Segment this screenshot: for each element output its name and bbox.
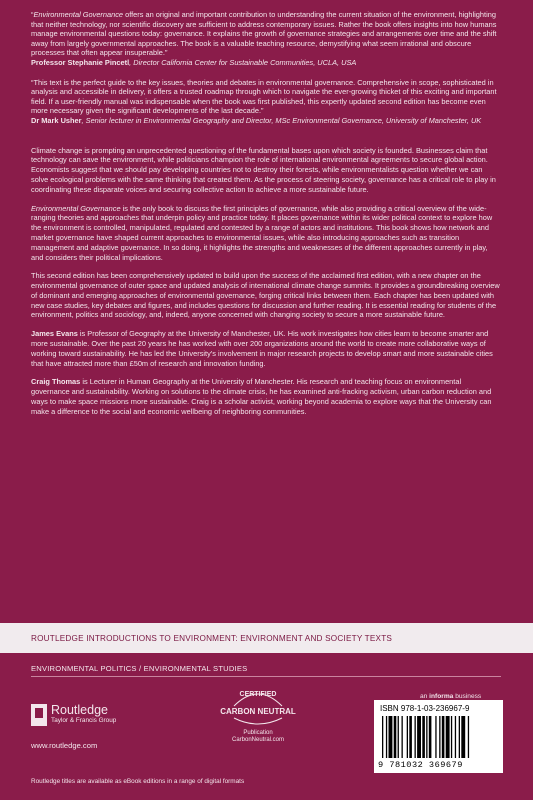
back-cover-text xyxy=(31,10,501,426)
author-bio: James Evans is Professor of Geography at the University of Manchester, UK. His work investigates how cities learn to become smarter and more sustainable. Over the past 20 years he has worked with over 200 organizations around the world to create more collaborative ways of working toward sustainability. He has led the University’s involvement in major research projects to develop smart and more sustainable cities that have attracted more than £50m of research and innovation funding. xyxy=(31,329,493,368)
seal-publication-label: Publication xyxy=(243,730,273,736)
quote-attribution xyxy=(31,58,501,68)
description-paragraph: Environmental Governance is the only book to discuss the first principles of governance, while also providing a critical overview of the wide-ranging theories and approaches that underpin policy and practice today. It places governance within its wider political context to explore how the environment is controlled, manipulated, regulated and contested by a range of actors and institutions. This book shows how network and market governance have shaped current approaches to environmental issues, while also introducing approaches such as transition management and adaptive governance. In so doing, it highlights the strengths and weaknesses of the different approaches currently in play, and considers their political implications. xyxy=(31,203,493,262)
barcode-icon xyxy=(382,716,495,758)
quote-author: Professor Stephanie Pincetl xyxy=(31,57,130,67)
series-title: ROUTLEDGE INTRODUCTIONS TO ENVIRONMENT: ENVIRONMENT AND SOCIETY TEXTS xyxy=(31,633,393,643)
description-paragraph: Climate change is prompting an unprecedented questioning of the fundamental bases upon which society is founded. Businesses claim that technology can save the environment, while politicians champion the role of international environmental agreements to secure global action. Economists suggest that we should pay developing countries not to destroy their forests, while environmentalists question whether we can solve ecological problems with the same thinking that created them. As the process of steering society, governance has a critical role to play in coordinating these disparate voices and securing collective action to achieve a more sustainable future. xyxy=(31,145,496,194)
quote-text: offers an original and important contribution to understanding the current situation of the environment, highlighting that neither technology, nor scientific discovery are sufficient to address contemporary issues. Rather the book offers insights into how humans manage environmental questions today: governance. It explains the growth of governance strategies and arrangements over time and the shift away from largely governmental approaches. The book is a valuable teaching resource, demystifying what seem irrational and obscure processes that often appear insuperable.” xyxy=(31,10,497,58)
carbon-neutral-seal xyxy=(220,684,296,744)
description-paragraph: This second edition has been comprehensively updated to build upon the success of the acclaimed first edition, with a new chapter on the environmental governance of outer space and updated analysis of international climate change summits. It provides a groundbreaking overview of dominant and emerging approaches of environmental governance, forging critical links between them. Each chapter has been updated with new case studies, key debates and figures, and includes questions for discussion and further reading. It is essential reading for students of the environment, politics and sociology, and, indeed, anyone concerned with changing society to secure a more sustainable future. xyxy=(31,271,500,320)
routledge-logo-icon xyxy=(31,704,47,726)
quote-author: Dr Mark Usher xyxy=(31,115,82,125)
isbn-label: ISBN 978-1-03-236967-9 xyxy=(380,704,470,713)
publisher-logo xyxy=(31,704,116,726)
book-title-italic: Environmental Governance xyxy=(31,203,121,213)
quote-text: “This text is the perfect guide to the key issues, theories and debates in environmental governance. Comprehensive in scope, sophisticated in analysis and accessible in delivery, it offers a trusted roadmap through which to navigate the ever-growing thicket of this exciting and important field. If a user-friendly manual was indispensable when the book was first published, this expertly updated second edition has become even more necessary given the significant developments of the last decade.” xyxy=(31,77,497,116)
seal-main-text: CARBON NEUTRAL xyxy=(220,707,296,716)
author-bio: Craig Thomas is Lecturer in Human Geography at the University of Manchester. His research and teaching focus on environmental governance and sustainability. Working on solutions to the climate crisis, he has examined anti-fracking activism, urban carbon reduction and ways to make space missions more sustainable. Craig is a scholar activist, working beyond academia to explore ways that the University can make a difference to the social and economic wellbeing of neighboring communities. xyxy=(31,377,492,416)
seal-top-text: CERTIFIED xyxy=(239,691,277,698)
publisher-name: Routledge xyxy=(51,703,108,717)
carbon-neutral-icon xyxy=(220,684,296,730)
seal-site: CarbonNeutral.com xyxy=(231,737,285,743)
publisher-group: Taylor & Francis Group xyxy=(51,717,117,724)
barcode-digits: 9 781032 369679 xyxy=(378,760,463,770)
book-title-italic: Environmental Governance xyxy=(33,10,124,19)
informa-tagline: an informa business xyxy=(420,693,482,700)
footer-note: Routledge titles are available as eBook editions in a range of digital formats xyxy=(31,778,245,785)
subject-category: ENVIRONMENTAL POLITICS / ENVIRONMENTAL STUDIES xyxy=(31,664,248,673)
quote-role: , Senior lecturer in Environmental Geography and Director, MSc Environmental Governance, University of Manchester, UK xyxy=(81,115,482,125)
quote-role: , Director California Center for Sustainable Communities, UCLA, USA xyxy=(129,57,357,67)
quote-attribution xyxy=(31,116,501,126)
endorsement-quote xyxy=(31,78,501,126)
series-band xyxy=(0,623,533,653)
barcode-box xyxy=(374,700,503,773)
author-name: James Evans xyxy=(31,329,78,339)
divider xyxy=(31,676,501,677)
author-name: Craig Thomas xyxy=(31,377,81,387)
endorsement-quote: “Environmental Governance offers an original and important contribution to understanding the current situation of the environment, highlighting that neither technology, nor scientific discovery are sufficient to address contemporary issues. Rather the book offers insights into how humans manage environmental questions today: governance. It explains the growth of governance strategies and arrangements over time and the shift away from largely governmental approaches. The book is a valuable teaching resource, demystifying what seem irrational and obscure processes that often appear insuperable.” Professor Stephanie Pincetl, Director California Center for Sustainable Communities, UCLA, USA xyxy=(31,10,501,68)
publisher-website: www.routledge.com xyxy=(31,741,98,750)
